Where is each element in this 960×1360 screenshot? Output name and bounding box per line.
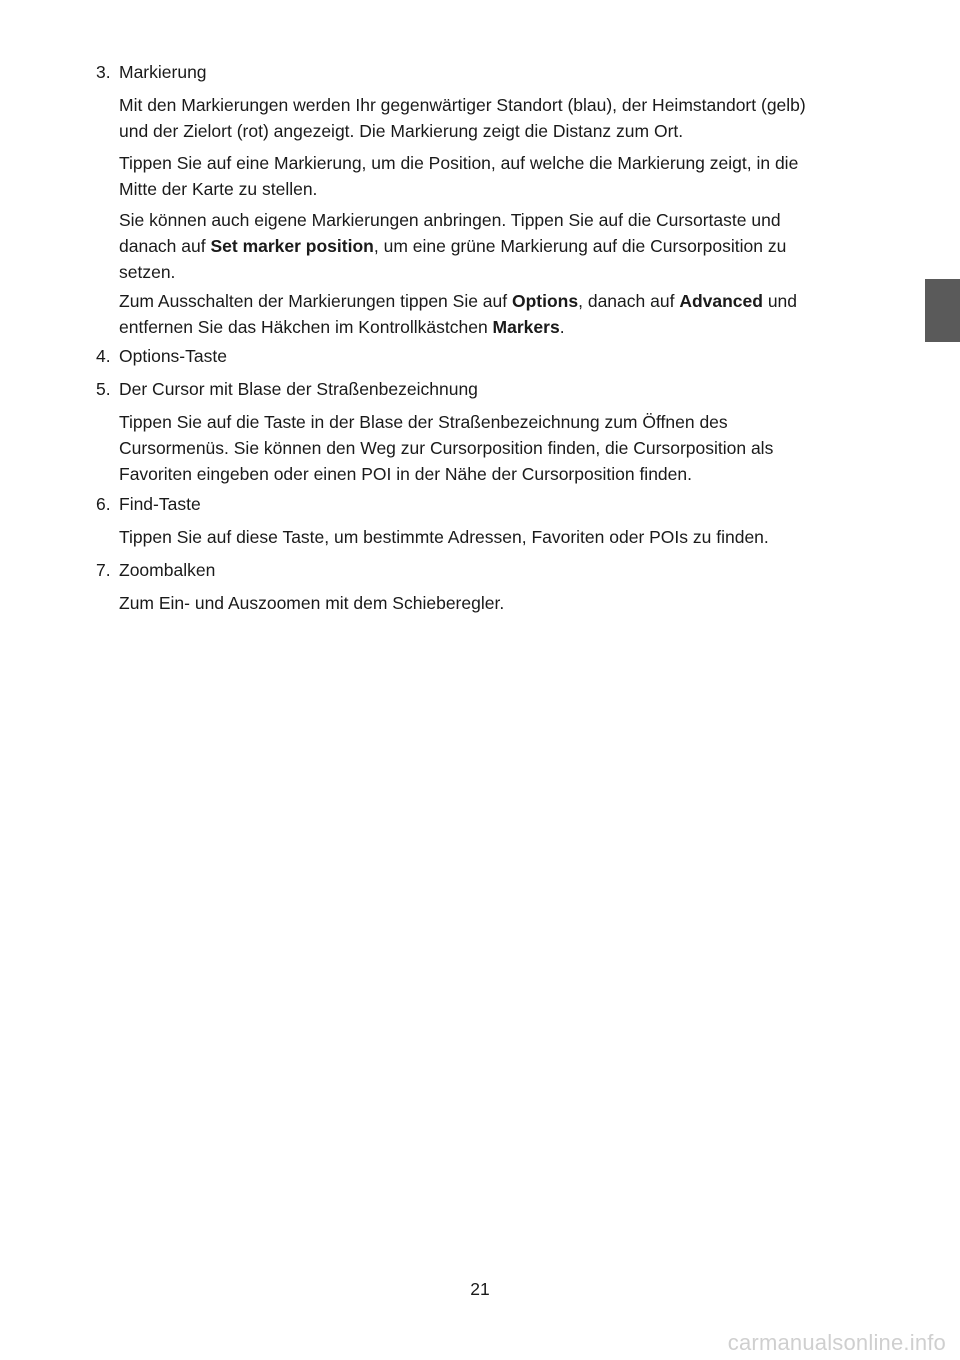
bold-term: Markers: [492, 317, 560, 337]
item-title: Find-Taste: [119, 494, 201, 514]
paragraph: [119, 288, 909, 340]
text-line: [119, 314, 909, 340]
text-line: Cursormenüs. Sie können den Weg zur Cursorposition finden, die Cursorposition als: [119, 438, 774, 458]
item-number: 3.: [96, 62, 111, 82]
text-line: Sie können auch eigene Markierungen anbringen. Tippen Sie auf die Cursortaste und: [119, 210, 781, 230]
text-line: Mitte der Karte zu stellen.: [119, 179, 318, 199]
paragraph: [119, 150, 909, 202]
list-item-heading: [96, 491, 201, 517]
text-line: Tippen Sie auf die Taste in der Blase der Straßenbezeichnung zum Öffnen des: [119, 412, 728, 432]
text-run: , danach auf: [578, 291, 680, 311]
chapter-tab: [925, 279, 960, 342]
item-number: 6.: [96, 494, 111, 514]
text-line: und der Zielort (rot) angezeigt. Die Markierung zeigt die Distanz zum Ort.: [119, 121, 684, 141]
text-line: Mit den Markierungen werden Ihr gegenwärtiger Standort (blau), der Heimstandort (gelb): [119, 95, 806, 115]
item-number: 7.: [96, 560, 111, 580]
watermark: carmanualsonline.info: [727, 1330, 946, 1355]
text-run: Zum Ausschalten der Markierungen tippen Sie auf: [119, 291, 512, 311]
paragraph: [119, 207, 909, 285]
text-line: Favoriten eingeben oder einen POI in der Nähe der Cursorposition finden.: [119, 464, 692, 484]
paragraph: [119, 590, 909, 616]
text-run: , um eine grüne Markierung auf die Cursorposition zu: [373, 236, 787, 256]
item-number: 5.: [96, 379, 111, 399]
text-run: entfernen Sie das Häkchen im Kontrollkästchen: [119, 317, 493, 337]
text-run: danach auf: [119, 236, 211, 256]
list-item-heading: [96, 343, 227, 369]
item-title: Markierung: [119, 62, 207, 82]
text-line: Zum Ein- und Auszoomen mit dem Schieberegler.: [119, 593, 505, 613]
list-item-heading: [96, 59, 207, 85]
paragraph: [119, 92, 909, 144]
page-number: 21: [470, 1279, 490, 1299]
text-run: und: [762, 291, 798, 311]
list-item-heading: [96, 376, 478, 402]
item-title: Options-Taste: [119, 346, 227, 366]
text-run: .: [559, 317, 565, 337]
list-item-heading: [96, 557, 215, 583]
text-line: [119, 233, 909, 259]
bold-term: Set marker position: [210, 236, 374, 256]
text-line: Tippen Sie auf diese Taste, um bestimmte Adressen, Favoriten oder POIs zu finden.: [119, 527, 769, 547]
text-line: setzen.: [119, 262, 176, 282]
item-title: Zoombalken: [119, 560, 216, 580]
paragraph: [119, 524, 909, 550]
paragraph: [119, 409, 909, 487]
text-line: [119, 288, 909, 314]
bold-term: Advanced: [679, 291, 763, 311]
item-number: 4.: [96, 346, 111, 366]
text-line: Tippen Sie auf eine Markierung, um die Position, auf welche die Markierung zeigt, in die: [119, 153, 799, 173]
item-title: Der Cursor mit Blase der Straßenbezeichnung: [119, 379, 478, 399]
bold-term: Options: [512, 291, 579, 311]
